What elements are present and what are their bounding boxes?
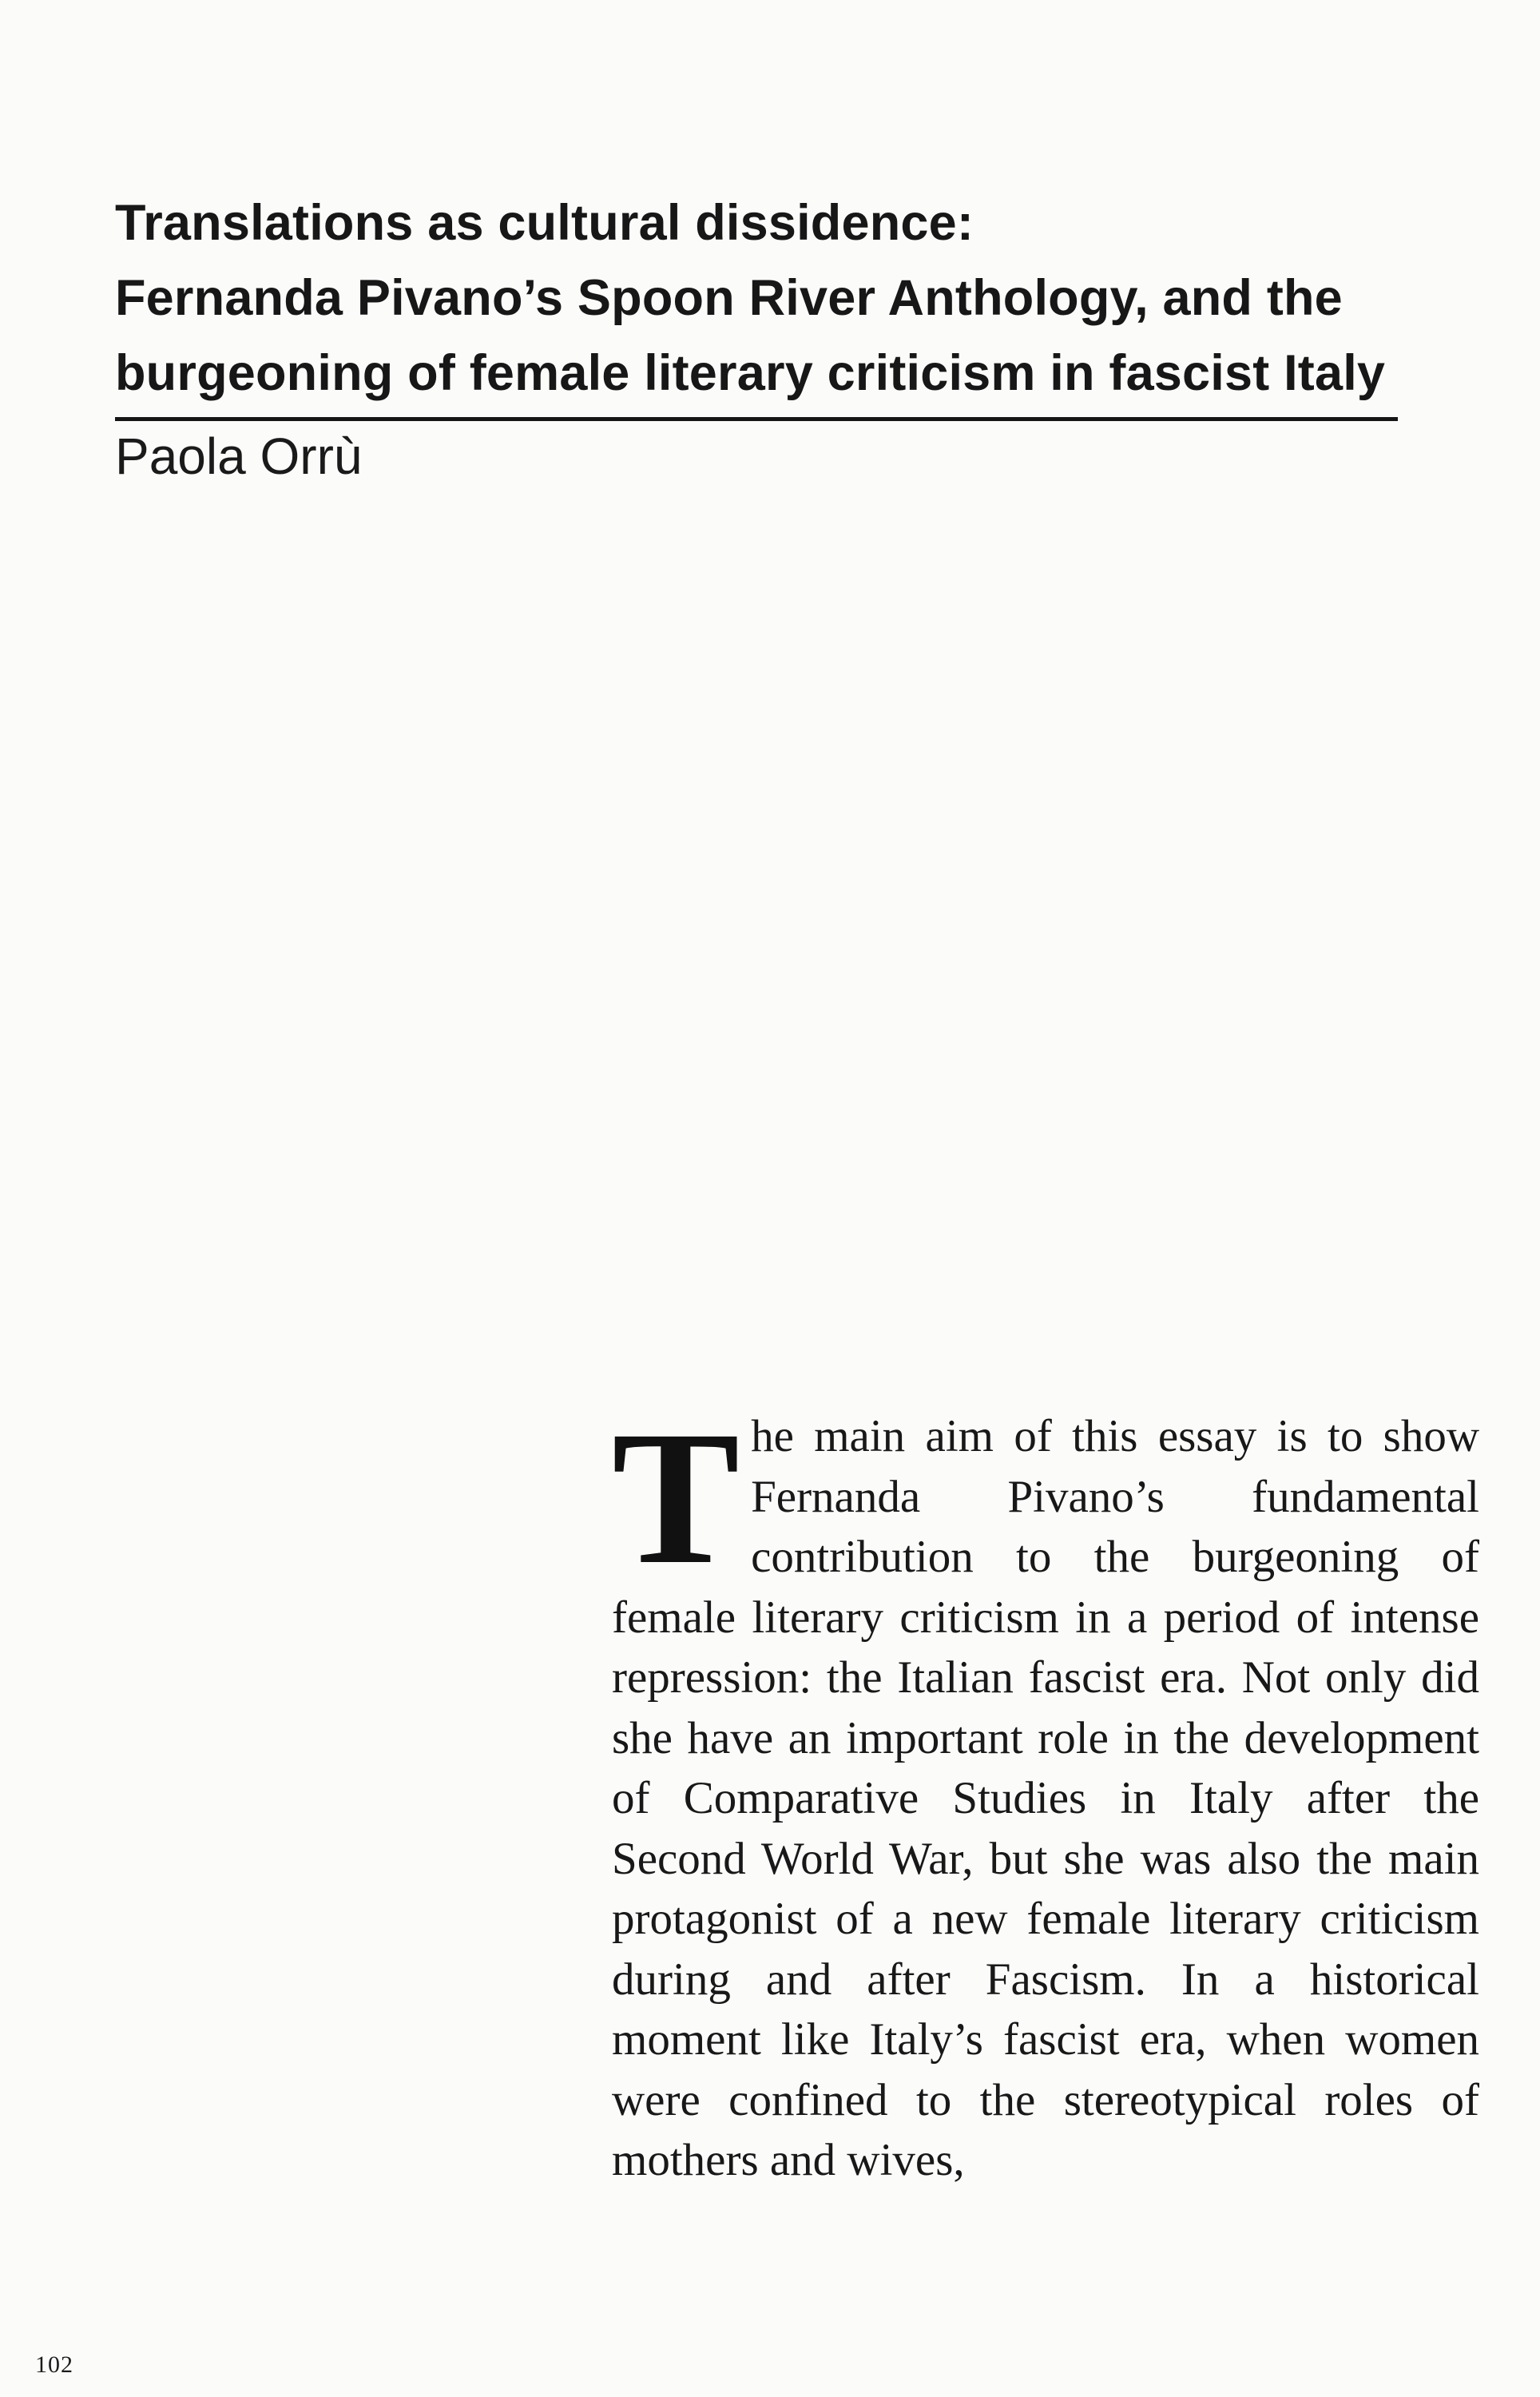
article-title-line: Fernanda Pivano’s Spoon River Anthology, and the (115, 270, 1343, 326)
title-divider (115, 417, 1398, 421)
article-title-line: burgeoning of female literary criticism in fascist Italy (115, 345, 1386, 401)
body-paragraph-text: he main aim of this essay is to show Fernanda Pivano’s fundamental contribution to the burgeoning of female literary criticism in a period of intense repression: the Italian fascist era. Not only did she have an important role in the development of Comparative Studies in Italy after the Second World War, but she was also the main protagonist of a new female literary criticism during and after Fascism. In a historical moment like Italy’s fascist era, when women were confined to the stereotypical roles of mothers and wives, (612, 1411, 1479, 2185)
page-number: 102 (35, 2351, 73, 2378)
drop-cap: T (612, 1391, 740, 1604)
article-header (115, 185, 1393, 490)
article-author: Paola Orrù (115, 427, 363, 485)
body-paragraph (612, 1391, 1479, 2191)
article-title (115, 185, 1393, 411)
article-title-line: Translations as cultural dissidence: (115, 195, 974, 251)
